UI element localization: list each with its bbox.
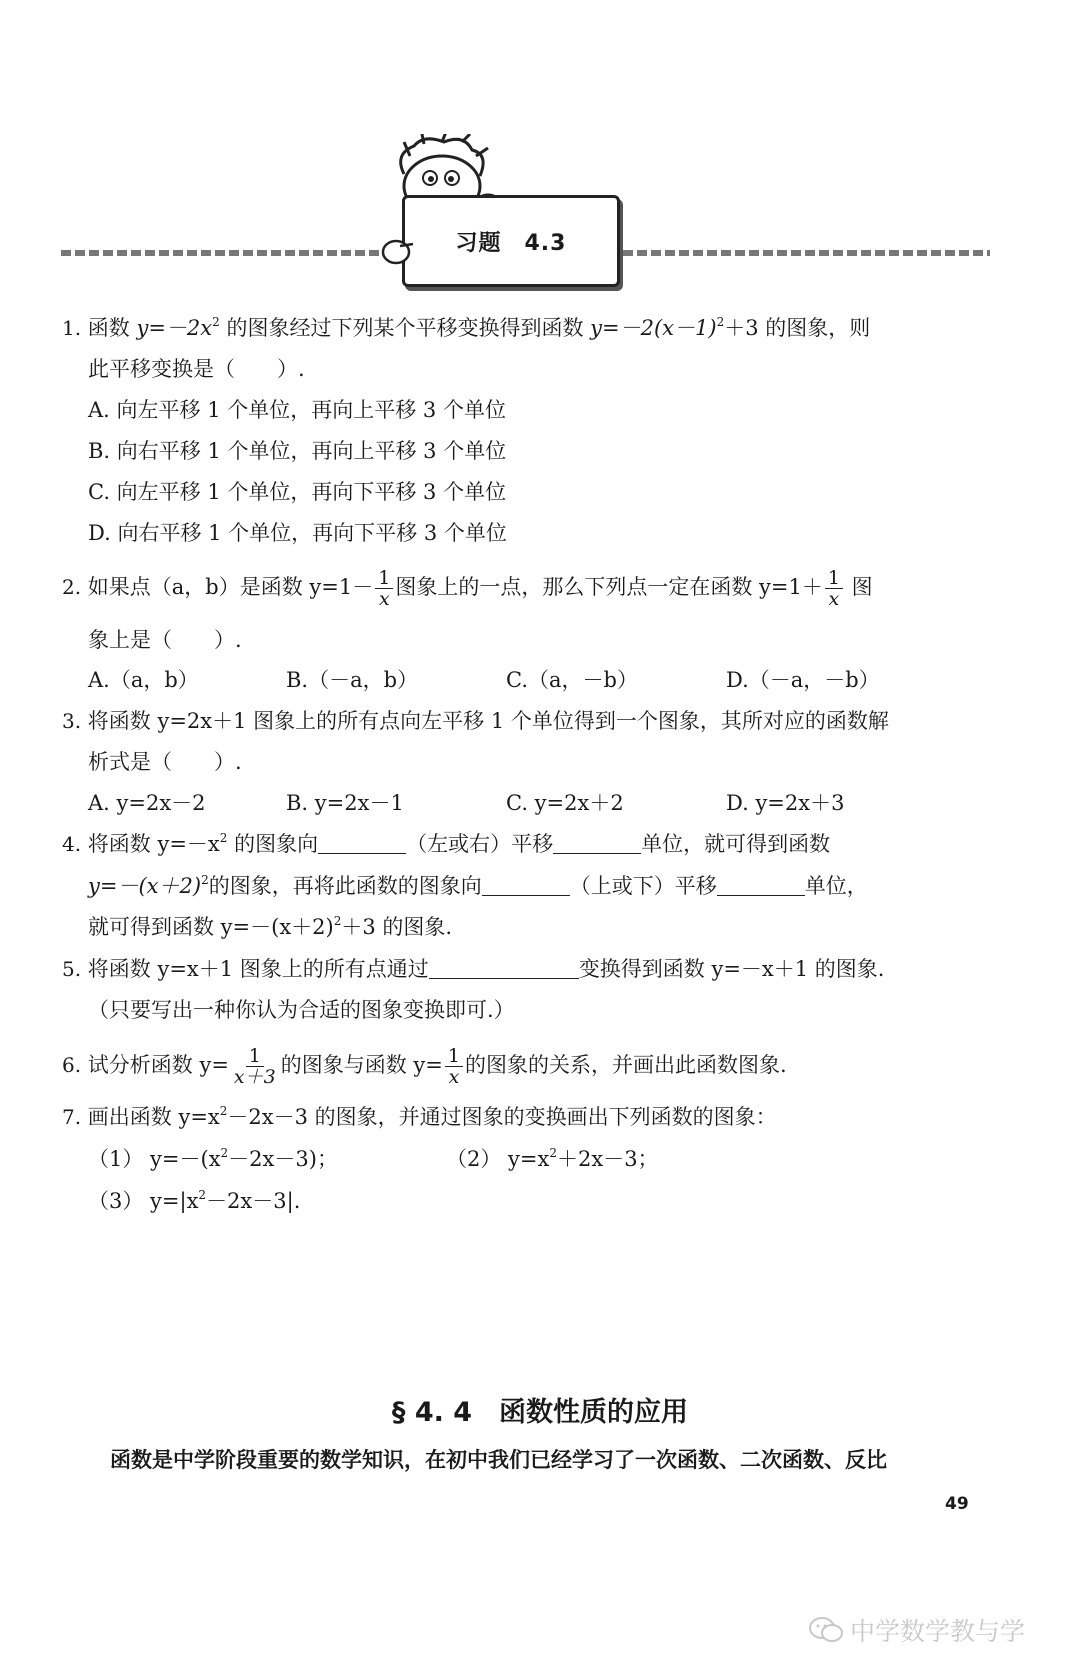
q2-line1: 2. 如果点（a，b）是函数 y=1－ $\frac{1}{x}$ 图象上的一点，那么下列点一定在函数 y=1＋ $\frac{1}{x}$ 图 — [62, 567, 873, 610]
q4-line1: 4. 将函数 $y=-x^2$ 的图象向 （左或右）平移 单位，就可得到函数 — [62, 831, 831, 856]
q4-blank-1 — [318, 833, 406, 854]
q3-line2: 析式是（ ）. — [88, 750, 242, 774]
exercise-title-box — [402, 195, 620, 287]
q2-option-b: B.（－a，b） — [286, 668, 419, 692]
q3-line1: 3. 将函数 y=2x＋1 图象上的所有点向左平移 1 个单位得到一个图象，其所对应的函数解 — [62, 709, 889, 733]
page-number: 49 — [945, 1494, 969, 1514]
q3-option-b: B. y=2x－1 — [286, 791, 404, 815]
section-title: § 4. 4 函数性质的应用 — [391, 1397, 689, 1428]
q2-line2: 象上是（ ）. — [88, 628, 242, 652]
q6-line1: 6. 试分析函数 y= $\frac{1}{x+3}$ 的图象与函数 y= $\frac{1}{x}$ 的图象的关系，并画出此函数图象. — [62, 1045, 787, 1088]
q7-part-2: （2） $y=x^2+2x-3$； — [446, 1146, 659, 1171]
q3-option-a: A. y=2x－2 — [88, 791, 206, 815]
q1-option-b: B. 向右平移 1 个单位，再向上平移 3 个单位 — [88, 439, 507, 463]
q2-option-d: D.（－a，－b） — [726, 668, 880, 692]
q2-option-a: A.（a，b） — [88, 668, 199, 692]
q4-blank-3 — [482, 875, 570, 896]
watermark — [808, 1612, 1025, 1648]
q7-part-3: （3） $y=|x^2-2x-3|$. — [88, 1188, 301, 1213]
dotted-rule-right — [622, 248, 990, 258]
q7-part-1: （1） $y=-(x^2-2x-3)$； — [88, 1146, 338, 1171]
q4-blank-4 — [717, 875, 805, 896]
q4-line3: 就可得到函数 $y=-(x+2)^2+3$ 的图象. — [88, 914, 453, 939]
q2-fraction-2: $\frac{1}{x}$ — [825, 568, 843, 609]
pointing-hand-icon — [380, 236, 416, 266]
q6-fraction-1: $\frac{1}{x+3}$ — [233, 1045, 276, 1088]
q5-blank — [429, 958, 579, 979]
dotted-rule-left — [60, 248, 380, 258]
q3-option-d: D. y=2x＋3 — [726, 791, 845, 815]
section-intro: 函数是中学阶段重要的数学知识，在初中我们已经学习了一次函数、二次函数、反比 — [110, 1448, 887, 1472]
q3-option-c: C. y=2x＋2 — [506, 791, 624, 815]
q1-option-d: D. 向右平移 1 个单位，再向下平移 3 个单位 — [88, 521, 507, 545]
q5-line2: （只要写出一种你认为合适的图象变换即可.） — [88, 998, 515, 1022]
q1-line1: 1. 函数 $y=-2x^2$ 的图象经过下列某个平移变换得到函数 $y=-2(x-1)^2+3$ 的图象，则 — [62, 315, 871, 340]
q4-line2: $y=-(x+2)^2$的图象，再将此函数的图象向 （上或下）平移 单位， — [88, 873, 868, 898]
exercise-title: 习题 4.3 — [455, 230, 567, 256]
q4-blank-2 — [553, 833, 641, 854]
wechat-icon — [808, 1616, 844, 1644]
q2-option-c: C.（a，－b） — [506, 668, 638, 692]
q5-line1: 5. 将函数 y=x＋1 图象上的所有点通过 变换得到函数 y=－x＋1 的图象. — [62, 957, 885, 981]
q7-line1: 7. 画出函数 $y=x^2-2x-3$ 的图象，并通过图象的变换画出下列函数的图象： — [62, 1104, 777, 1129]
q6-fraction-2: $\frac{1}{x}$ — [445, 1046, 463, 1087]
q1-option-c: C. 向左平移 1 个单位，再向下平移 3 个单位 — [88, 480, 507, 504]
q1-line2: 此平移变换是（ ）. — [88, 357, 305, 381]
watermark-text: 中学数学教与学 — [850, 1617, 1026, 1646]
q2-fraction-1: $\frac{1}{x}$ — [375, 568, 393, 609]
q1-option-a: A. 向左平移 1 个单位，再向上平移 3 个单位 — [88, 398, 506, 422]
